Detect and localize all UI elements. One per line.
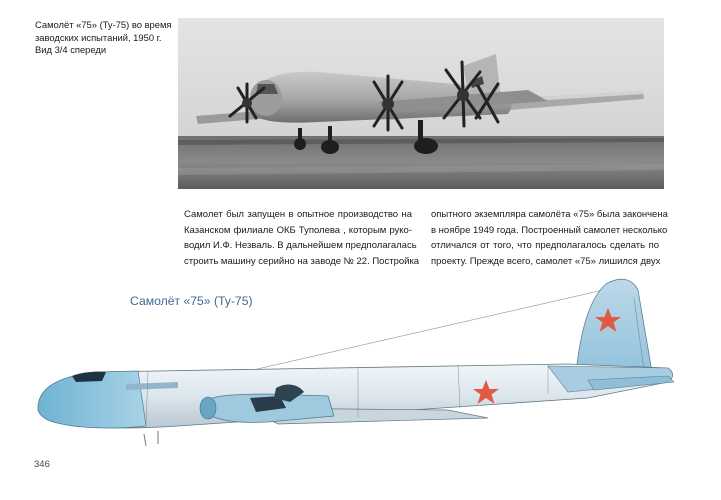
photo-caption-line: Самолёт «75» (Ту-75) во время bbox=[35, 19, 172, 30]
text-line: строить машину серийно на заводе № 22. Постройка bbox=[184, 255, 420, 267]
photo-caption-line: заводских испытаний, 1950 г. bbox=[35, 31, 162, 43]
body-text-column-2 bbox=[431, 207, 668, 269]
body-text-column-1 bbox=[184, 207, 420, 269]
photo-caption bbox=[35, 19, 170, 57]
drawing-title: Самолёт «75» (Ту-75) bbox=[130, 294, 253, 308]
text-line: в ноябре 1949 года. Построенный самолет несколько bbox=[431, 224, 668, 236]
aircraft-side-view-drawing bbox=[28, 268, 680, 446]
text-line: водил И.Ф. Незваль. В дальнейшем предполагалась bbox=[184, 240, 417, 251]
text-line: отличался от того, что предполагалось сделать по bbox=[431, 240, 659, 251]
page-number: 346 bbox=[34, 459, 50, 470]
text-line: Самолет был запущен в опытное производство на bbox=[184, 209, 412, 220]
photo-caption-line: Вид 3/4 спереди bbox=[35, 44, 107, 56]
aircraft-photo bbox=[178, 18, 664, 189]
text-line: опытного экземпляра самолёта «75» была закончена bbox=[431, 209, 668, 220]
text-line: проекту. Прежде всего, самолет «75» лишился двух bbox=[431, 255, 661, 267]
text-line: Казанском филиале ОКБ Туполева , которым руко- bbox=[184, 224, 412, 236]
